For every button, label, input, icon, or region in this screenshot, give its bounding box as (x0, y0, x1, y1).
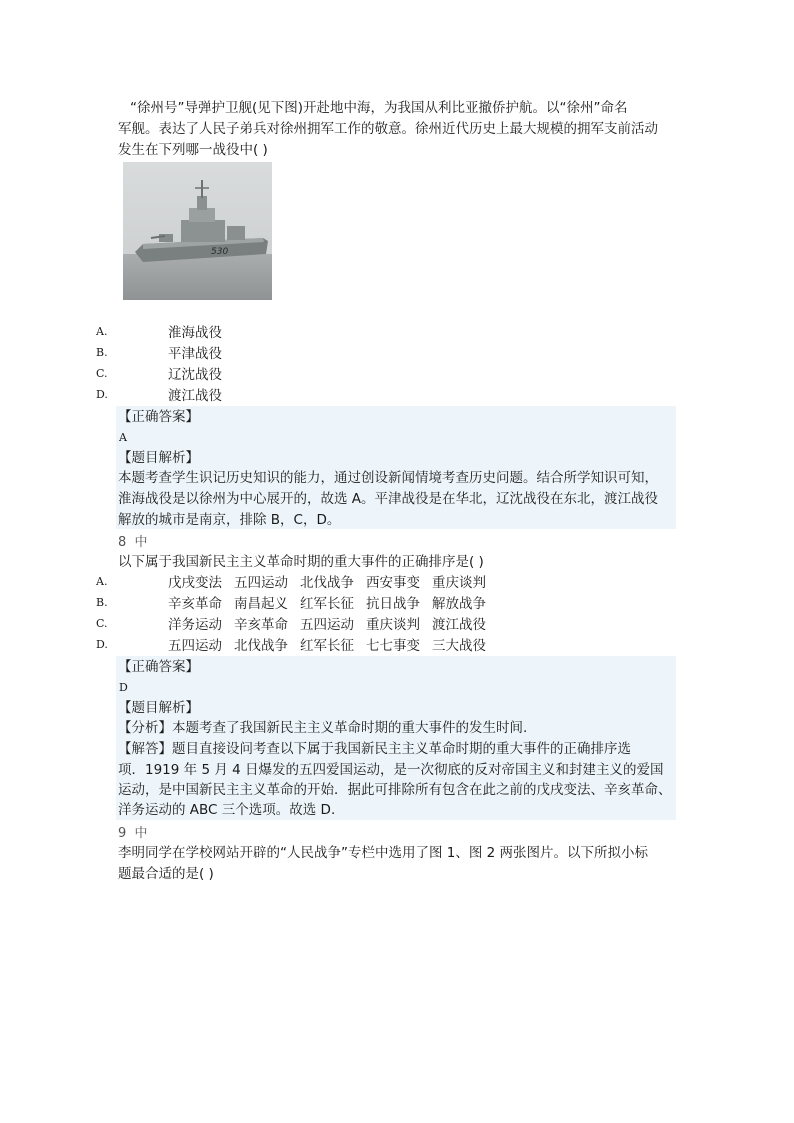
q7-stem-line2: 军舰。表达了人民子弟兵对徐州拥军工作的敬意。徐州近代历史上最大规模的拥军支前活动 (118, 121, 658, 137)
analysis-title: 【题目解析】 (118, 700, 199, 716)
analysis-line: 洋务运动的 ABC 三个选项。故选 D. (118, 802, 336, 818)
q8-answer-block (116, 656, 676, 820)
option-text: 淮海战役 (168, 325, 222, 341)
option-label: B. (96, 596, 108, 609)
analysis-line: 解放的城市是南京，排除 B，C，D。 (118, 512, 341, 528)
analysis-line: 淮海战役是以徐州为中心展开的，故选 A。平津战役是在华北，辽沈战役在东北，渡江战役 (118, 491, 659, 507)
option-text: 辽沈战役 (168, 367, 222, 383)
q7-stem-line3: 发生在下列哪一战役中( ) (118, 142, 268, 158)
option-text: 渡江战役 (168, 388, 222, 404)
q9-number (118, 822, 148, 841)
answer-title: 【正确答案】 (118, 659, 199, 675)
option-label: A. (96, 575, 108, 588)
q9-stem-line1: 李明同学在学校网站开辟的“人民战争”专栏中选用了图 1、图 2 两张图片。以下所拟小标 (118, 845, 649, 861)
option-text: 洋务运动 辛亥革命 五四运动 重庆谈判 渡江战役 (168, 617, 486, 633)
q9-stem-line2: 题最合适的是( ) (118, 866, 214, 882)
option-text: 平津战役 (168, 346, 222, 362)
q7-stem-line1: “徐州号”导弹护卫舰(见下图)开赴地中海，为我国从利比亚撤侨护航。以“徐州”命名 (130, 100, 628, 116)
analysis-line: 本题考查学生识记历史知识的能力，通过创设新闻情境考查历史问题。结合所学知识可知， (118, 470, 658, 486)
q8-stem: 以下属于我国新民主主义革命时期的重大事件的正确排序是( ) (118, 554, 484, 570)
option-text: 辛亥革命 南昌起义 红军长征 抗日战争 解放战争 (168, 596, 486, 612)
frigate-image (123, 162, 272, 300)
analysis-line: 运动，是中国新民主主义革命的开始．据此可排除所有包含在此之前的戊戌变法、辛亥革命、 (118, 782, 672, 798)
analysis-title: 【题目解析】 (118, 450, 199, 466)
option-text: 五四运动 北伐战争 红军长征 七七事变 三大战役 (168, 638, 486, 654)
option-label: A. (96, 325, 108, 338)
answer-title: 【正确答案】 (118, 409, 199, 425)
q7-answer-block (116, 406, 676, 529)
difficulty-label: 中 (134, 535, 148, 550)
analysis-line: 项．1919 年 5 月 4 日爆发的五四爱国运动，是一次彻底的反对帝国主义和封建主义的爱国 (118, 762, 664, 778)
answer-value: A (119, 431, 127, 444)
option-label: C. (96, 617, 108, 630)
answer-value: D (119, 681, 128, 694)
option-label: C. (96, 367, 108, 380)
option-label: D. (96, 388, 108, 401)
question-number: 8 (118, 535, 127, 550)
option-label: D. (96, 638, 108, 651)
analysis-line: 【分析】本题考查了我国新民主主义革命时期的重大事件的发生时间. (118, 720, 528, 736)
q8-number (118, 531, 148, 550)
analysis-line: 【解答】题目直接设问考查以下属于我国新民主主义革命时期的重大事件的正确排序选 (118, 741, 631, 757)
option-label: B. (96, 346, 108, 359)
frigate-photo (123, 162, 272, 300)
question-number: 9 (118, 826, 127, 841)
hull-number: 530 (211, 247, 229, 257)
option-text: 戊戌变法 五四运动 北伐战争 西安事变 重庆谈判 (168, 575, 486, 591)
difficulty-label: 中 (134, 826, 148, 841)
